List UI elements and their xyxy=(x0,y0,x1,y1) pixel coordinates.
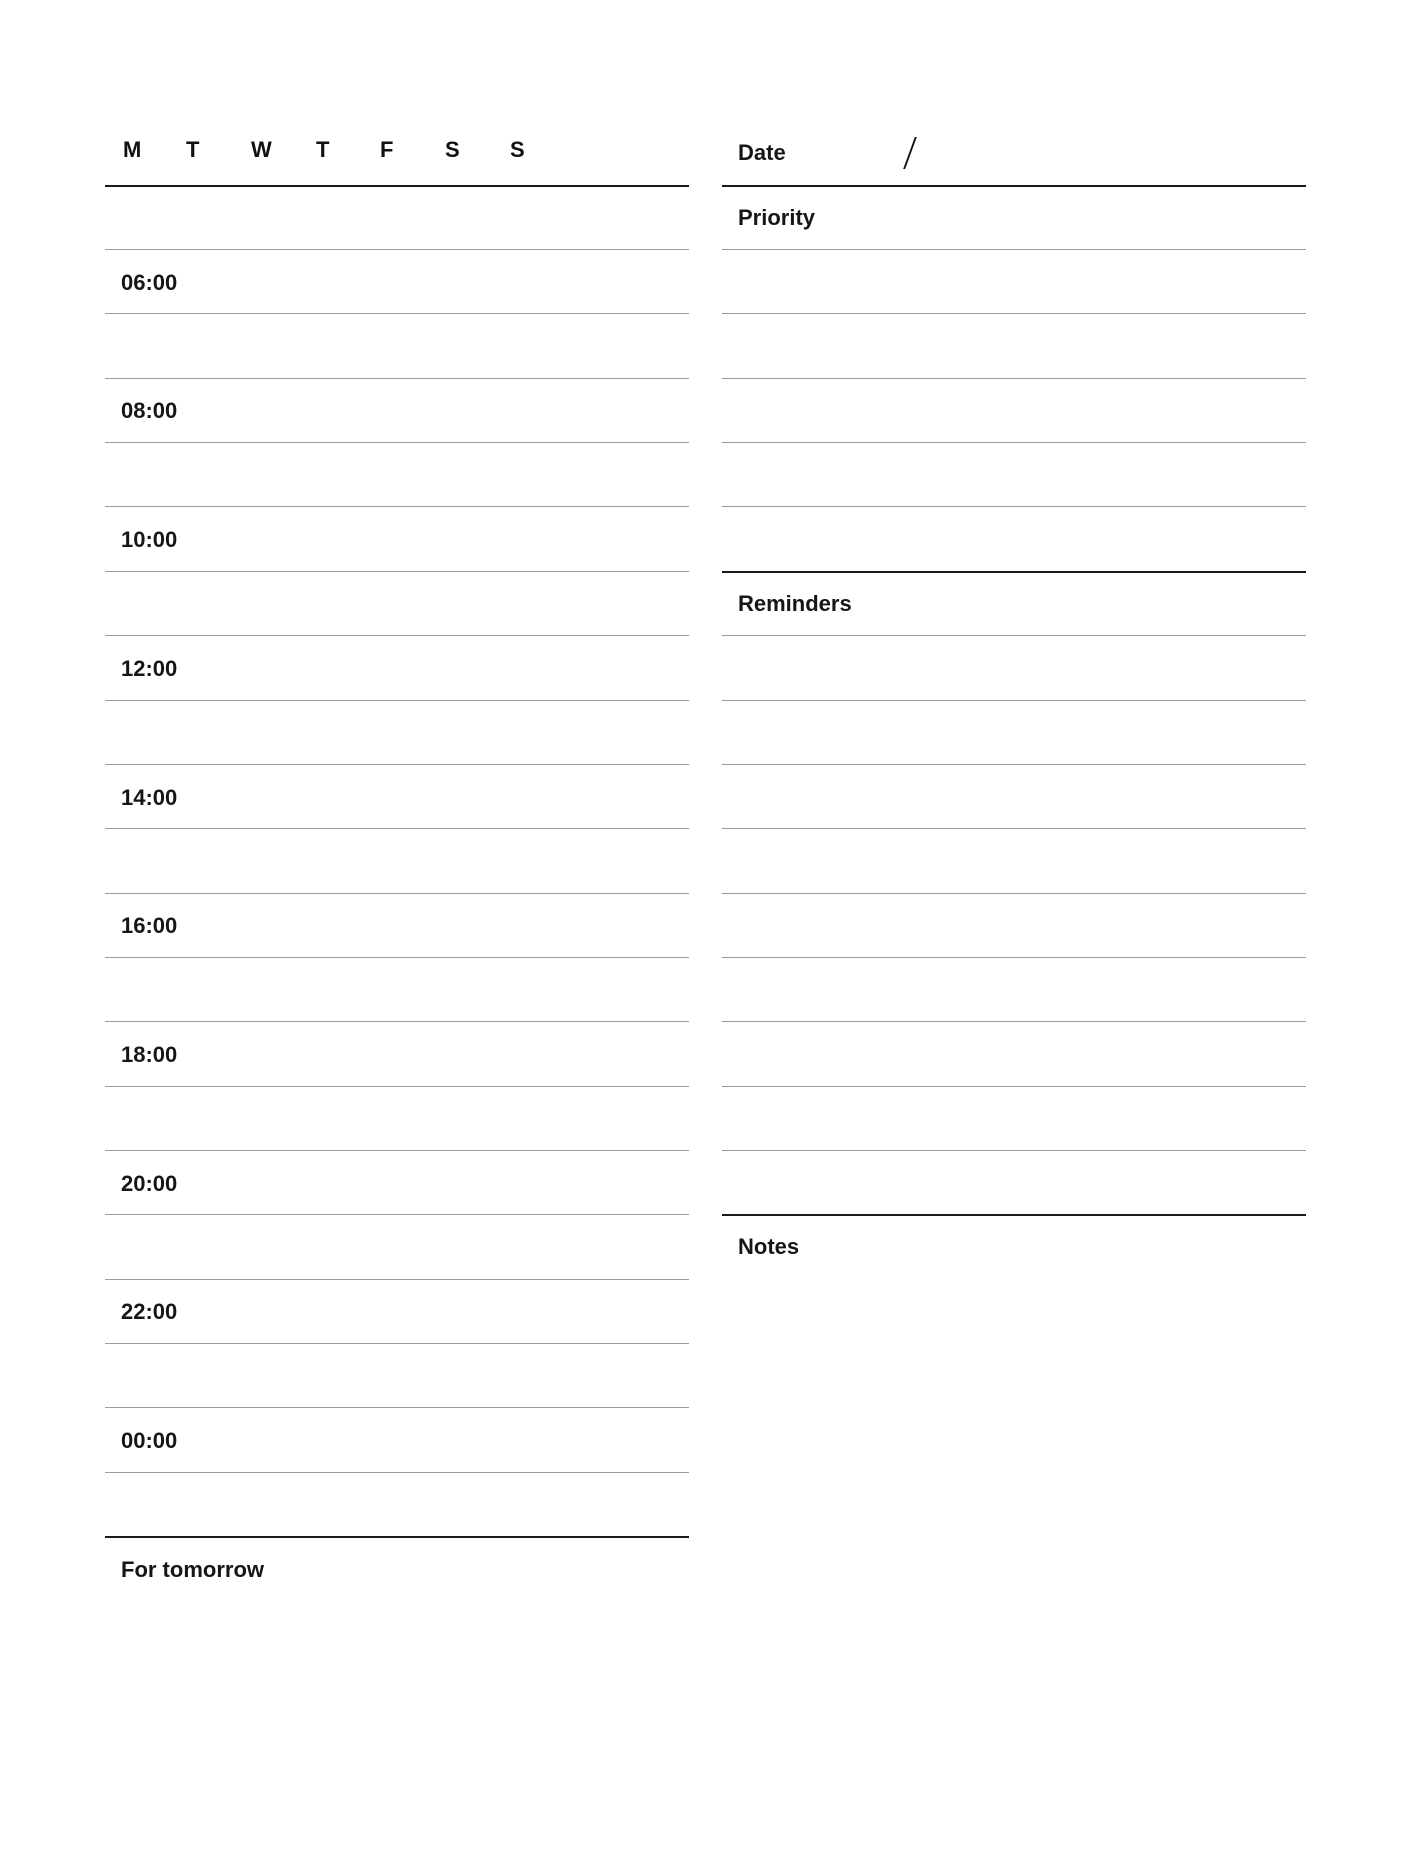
schedule-rule xyxy=(105,635,689,636)
schedule-rule xyxy=(105,700,689,701)
schedule-rule xyxy=(105,1086,689,1087)
weekday-saturday[interactable]: S xyxy=(445,137,460,162)
schedule-rule xyxy=(105,1214,689,1215)
priority-heading: Priority xyxy=(738,205,816,230)
schedule-rule xyxy=(105,1021,689,1022)
notes-area[interactable] xyxy=(722,1270,1306,1740)
date-rule xyxy=(722,185,1306,187)
weekday-monday[interactable]: M xyxy=(123,137,142,162)
for-tomorrow-area[interactable] xyxy=(105,1590,689,1740)
time-label: 06:00 xyxy=(121,270,178,295)
weekday-tuesday[interactable]: T xyxy=(186,137,200,162)
weekday-wednesday[interactable]: W xyxy=(251,137,272,162)
schedule-rule xyxy=(105,893,689,894)
time-label: 10:00 xyxy=(121,527,178,552)
time-label: 00:00 xyxy=(121,1428,178,1453)
notes-heading: Notes xyxy=(738,1234,800,1259)
schedule-header-rule xyxy=(105,185,689,187)
schedule-rule xyxy=(105,828,689,829)
schedule-rule xyxy=(105,1343,689,1344)
schedule-rule xyxy=(105,249,689,250)
schedule-rule xyxy=(105,1407,689,1408)
time-label: 16:00 xyxy=(121,913,178,938)
time-label: 22:00 xyxy=(121,1299,178,1324)
weekday-sunday[interactable]: S xyxy=(510,137,525,162)
schedule-rule xyxy=(105,571,689,572)
priority-lines[interactable] xyxy=(722,250,1306,570)
schedule-rule xyxy=(105,378,689,379)
time-label: 12:00 xyxy=(121,656,178,681)
schedule-rule xyxy=(105,313,689,314)
notes-rule-top xyxy=(722,1214,1306,1216)
for-tomorrow-label: For tomorrow xyxy=(121,1557,264,1582)
time-label: 14:00 xyxy=(121,785,178,810)
schedule-rule xyxy=(105,764,689,765)
time-label: 20:00 xyxy=(121,1171,178,1196)
schedule-footer-rule xyxy=(105,1536,689,1538)
time-label: 08:00 xyxy=(121,398,178,423)
schedule-rule xyxy=(105,957,689,958)
reminders-heading: Reminders xyxy=(738,591,852,616)
schedule-rule xyxy=(105,506,689,507)
time-label: 18:00 xyxy=(121,1042,178,1067)
weekday-friday[interactable]: F xyxy=(380,137,394,162)
weekday-thursday[interactable]: T xyxy=(316,137,330,162)
reminders-lines[interactable] xyxy=(722,636,1306,1214)
reminders-rule-top xyxy=(722,571,1306,573)
schedule-rule xyxy=(105,1472,689,1473)
date-label: Date xyxy=(738,140,786,165)
schedule-rule xyxy=(105,1279,689,1280)
schedule-rule xyxy=(105,1150,689,1151)
schedule-rule xyxy=(105,442,689,443)
date-input[interactable] xyxy=(790,128,1300,180)
